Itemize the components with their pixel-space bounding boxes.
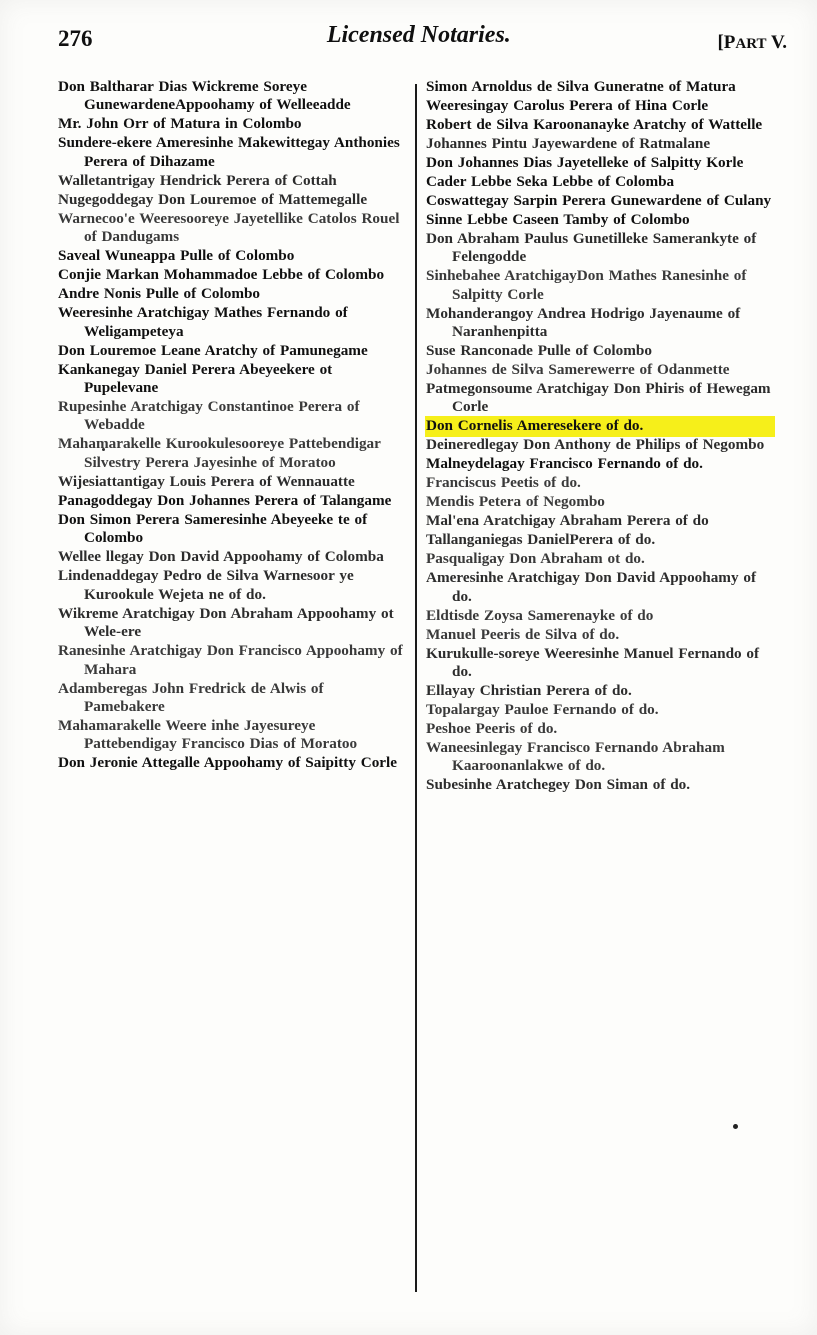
- list-item: Adamberegas John Fredrick de Alwis of Pamebakere: [58, 679, 324, 715]
- list-item: Warnecoo'e Weeresooreye Jayetellike Catolos Rouel of Dandugams: [58, 209, 400, 246]
- list-item-highlighted: Don Cornelis Ameresekere of do.: [426, 417, 774, 435]
- list-item: Waneesinlegay Francisco Fernando Abraham Kaaroonanlakwe of do.: [426, 738, 725, 775]
- list-item: Nugegoddegay Don Louremoe of Mattemegalle: [58, 190, 368, 208]
- list-item: Johannes Pintu Jayewardene of Ratmalane: [426, 134, 711, 152]
- list-item: Sundere-ekere Ameresinhe Makewittegay Anthonies Perera of Dihazame: [58, 134, 400, 170]
- list-item: Don Abraham Paulus Gunetilleke Samerankyte of Felengodde: [426, 229, 757, 266]
- list-item: Subesinhe Aratchegey Don Siman of do.: [426, 776, 691, 794]
- list-item: Ellayay Christian Perera of do.: [426, 682, 632, 699]
- list-item: Wikreme Aratchigay Don Abraham Appoohamy ot Wele-ere: [58, 604, 394, 641]
- list-item: Rupesinhe Aratchigay Constantinoe Perera of Webadde: [58, 397, 360, 434]
- list-item: Topalargay Pauloe Fernando of do.: [426, 700, 659, 718]
- left-column: [58, 78, 406, 1303]
- two-column-body: [58, 78, 774, 1303]
- part-label: [717, 32, 787, 54]
- list-item: Tallanganiegas DanielPerera of do.: [426, 531, 656, 549]
- list-item: Andre Nonis Pulle of Colombo: [58, 285, 261, 303]
- list-item: Mahamarakelle Kurookulesooreye Pattebendigar Silvestry Perera Jayesinhe of Moratoo: [58, 435, 381, 471]
- list-item: Suse Ranconade Pulle of Colombo: [426, 342, 652, 360]
- folio-number: 276: [58, 26, 93, 51]
- list-item: Mal'ena Aratchigay Abraham Perera of do: [426, 512, 709, 530]
- list-item: Robert de Silva Karoonanayke Aratchy of Wattelle: [426, 115, 763, 133]
- list-item: Kankanegay Daniel Perera Abeyeekere ot Pupelevane: [58, 360, 333, 396]
- running-title: Licensed Notaries.: [326, 22, 511, 48]
- list-item: Panagoddegay Don Johannes Perera of Talangame: [58, 491, 392, 509]
- list-item: Wellee llegay Don David Appoohamy of Colomba: [58, 548, 384, 566]
- list-item: Cader Lebbe Seka Lebbe of Colomba: [426, 172, 675, 190]
- list-item: Walletantrigay Hendrick Perera of Cottah: [58, 171, 337, 189]
- list-item: Mr. John Orr of Matura in Colombo: [58, 115, 302, 133]
- part-word: ART: [735, 36, 767, 52]
- list-item: Franciscus Peetis of do.: [426, 474, 581, 492]
- right-column: [426, 78, 774, 1303]
- list-item: Eldtisde Zoysa Samerenayke of do: [426, 606, 654, 624]
- column-divider-rule: [415, 84, 417, 1292]
- list-item: Deineredlegay Don Anthony de Philips of Negombo: [426, 436, 765, 454]
- page-header: [58, 22, 787, 62]
- list-item: Simon Arnoldus de Silva Guneratne of Matura: [426, 78, 736, 95]
- part-number: V.: [766, 32, 787, 53]
- list-item: Ranesinhe Aratchigay Don Francisco Appoohamy of Mahara: [58, 642, 403, 678]
- list-item: Conjie Markan Mohammadoe Lebbe of Colombo: [58, 266, 385, 284]
- list-item: Pasqualigay Don Abraham ot do.: [426, 550, 645, 568]
- list-item: Lindenaddegay Pedro de Silva Warnesoor ye Kurookule Wejeta ne of do.: [58, 567, 354, 603]
- list-item: Mendis Petera of Negombo: [426, 493, 605, 511]
- list-item: Mohanderangoy Andrea Hodrigo Jayenaume of Naranhenpitta: [426, 304, 741, 341]
- list-item: Don Louremoe Leane Aratchy of Pamunegame: [58, 341, 368, 359]
- list-item: Manuel Peeris de Silva of do.: [426, 625, 620, 643]
- list-item: Mahamarakelle Weere inhe Jayesureye Pattebendigay Francisco Dias of Moratoo: [58, 716, 358, 753]
- list-item: Patmegonsoume Aratchigay Don Phiris of Hewegam Corle: [426, 380, 771, 416]
- list-item: Weeresinhe Aratchigay Mathes Fernando of Weligampeteya: [58, 304, 348, 340]
- list-item: Don Johannes Dias Jayetelleke of Salpitty Korle: [426, 153, 744, 171]
- list-item: Don Simon Perera Sameresinhe Abeyeeke te of Colombo: [58, 510, 368, 547]
- list-item: Peshoe Peeris of do.: [426, 719, 558, 737]
- list-item: Don Jeronie Attegalle Appoohamy of Saipitty Corle: [58, 754, 397, 772]
- part-prefix: [P: [717, 32, 736, 53]
- list-item: Sinne Lebbe Caseen Tamby of Colombo: [426, 210, 690, 228]
- list-item: Wijesiattantigay Louis Perera of Wennauatte: [58, 472, 355, 490]
- list-item: Weeresingay Carolus Perera of Hina Corle: [426, 96, 709, 114]
- list-item: Don Baltharar Dias Wickreme Soreye GunewardeneAppoohamy of Welleeadde: [58, 78, 351, 114]
- list-item: Sinhebahee AratchigayDon Mathes Ranesinhe of Salpitty Corle: [426, 267, 747, 303]
- list-item: Johannes de Silva Samerewerre of Odanmette: [426, 361, 730, 379]
- list-item: Coswattegay Sarpin Perera Gunewardene of Culany: [426, 191, 772, 209]
- list-item: Saveal Wuneappa Pulle of Colombo: [58, 247, 295, 265]
- list-item: Kurukulle-soreye Weeresinhe Manuel Fernando of do.: [426, 644, 760, 681]
- list-item: Malneydelagay Francisco Fernando of do.: [426, 455, 703, 473]
- list-item: Ameresinhe Aratchigay Don David Appoohamy of do.: [426, 569, 757, 605]
